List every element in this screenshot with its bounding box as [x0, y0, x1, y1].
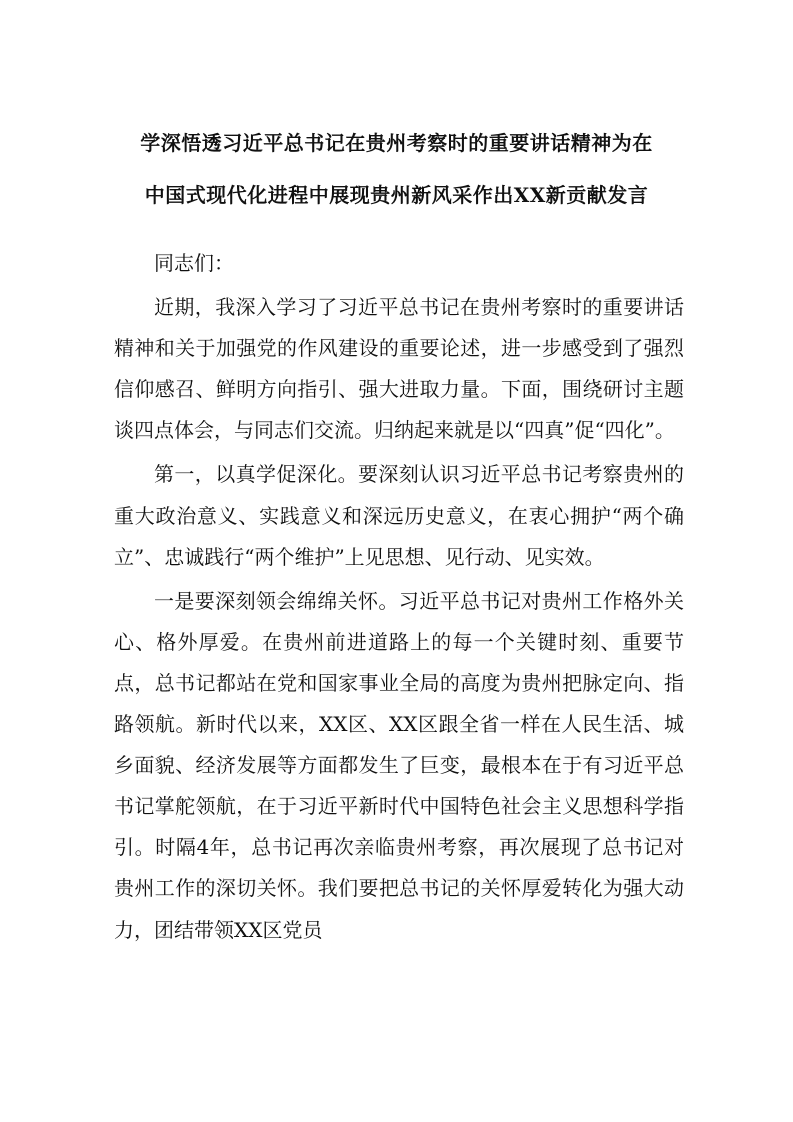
document-title-line-2: 中国式现代化进程中展现贵州新风采作出XX新贡献发言	[144, 183, 649, 207]
paragraph-3: 一是要深刻领会绵绵关怀。习近平总书记对贵州工作格外关心、格外厚爱。在贵州前进道路上的每一个关键时刻、重要节点，总书记都站在党和国家事业全局的高度为贵州把脉定向、指路领航。新时代以来，XX区、XX区跟全省一样在人民生活、城乡面貌、经济发展等方面都发生了巨变，最根本在于有习近平总书记掌舵领航，在于习近平新时代中国特色社会主义思想科学指引。时隔4年，总书记再次亲临贵州考察，再次展现了总书记对贵州工作的深切关怀。我们要把总书记的关怀厚爱转化为强大动力，团结带领XX区党员	[114, 588, 684, 942]
document-body	[114, 243, 684, 951]
paragraph-2: 第一，以真学促深化。要深刻认识习近平总书记考察贵州的重大政治意义、实践意义和深远历史意义，在衷心拥护“两个确立”、忠诚践行“两个维护”上见思想、见行动、见实效。	[114, 462, 684, 569]
paragraph-1: 近期，我深入学习了习近平总书记在贵州考察时的重要讲话精神和关于加强党的作风建设的重要论述，进一步感受到了强烈信仰感召、鲜明方向指引、强大进取力量。下面，围绕研讨主题谈四点体会，与同志们交流。归纳起来就是以“四真”促“四化”。	[114, 295, 684, 443]
greeting: 同志们：	[154, 251, 234, 275]
document-title-line-1: 学深悟透习近平总书记在贵州考察时的重要讲话精神为在	[140, 131, 653, 155]
